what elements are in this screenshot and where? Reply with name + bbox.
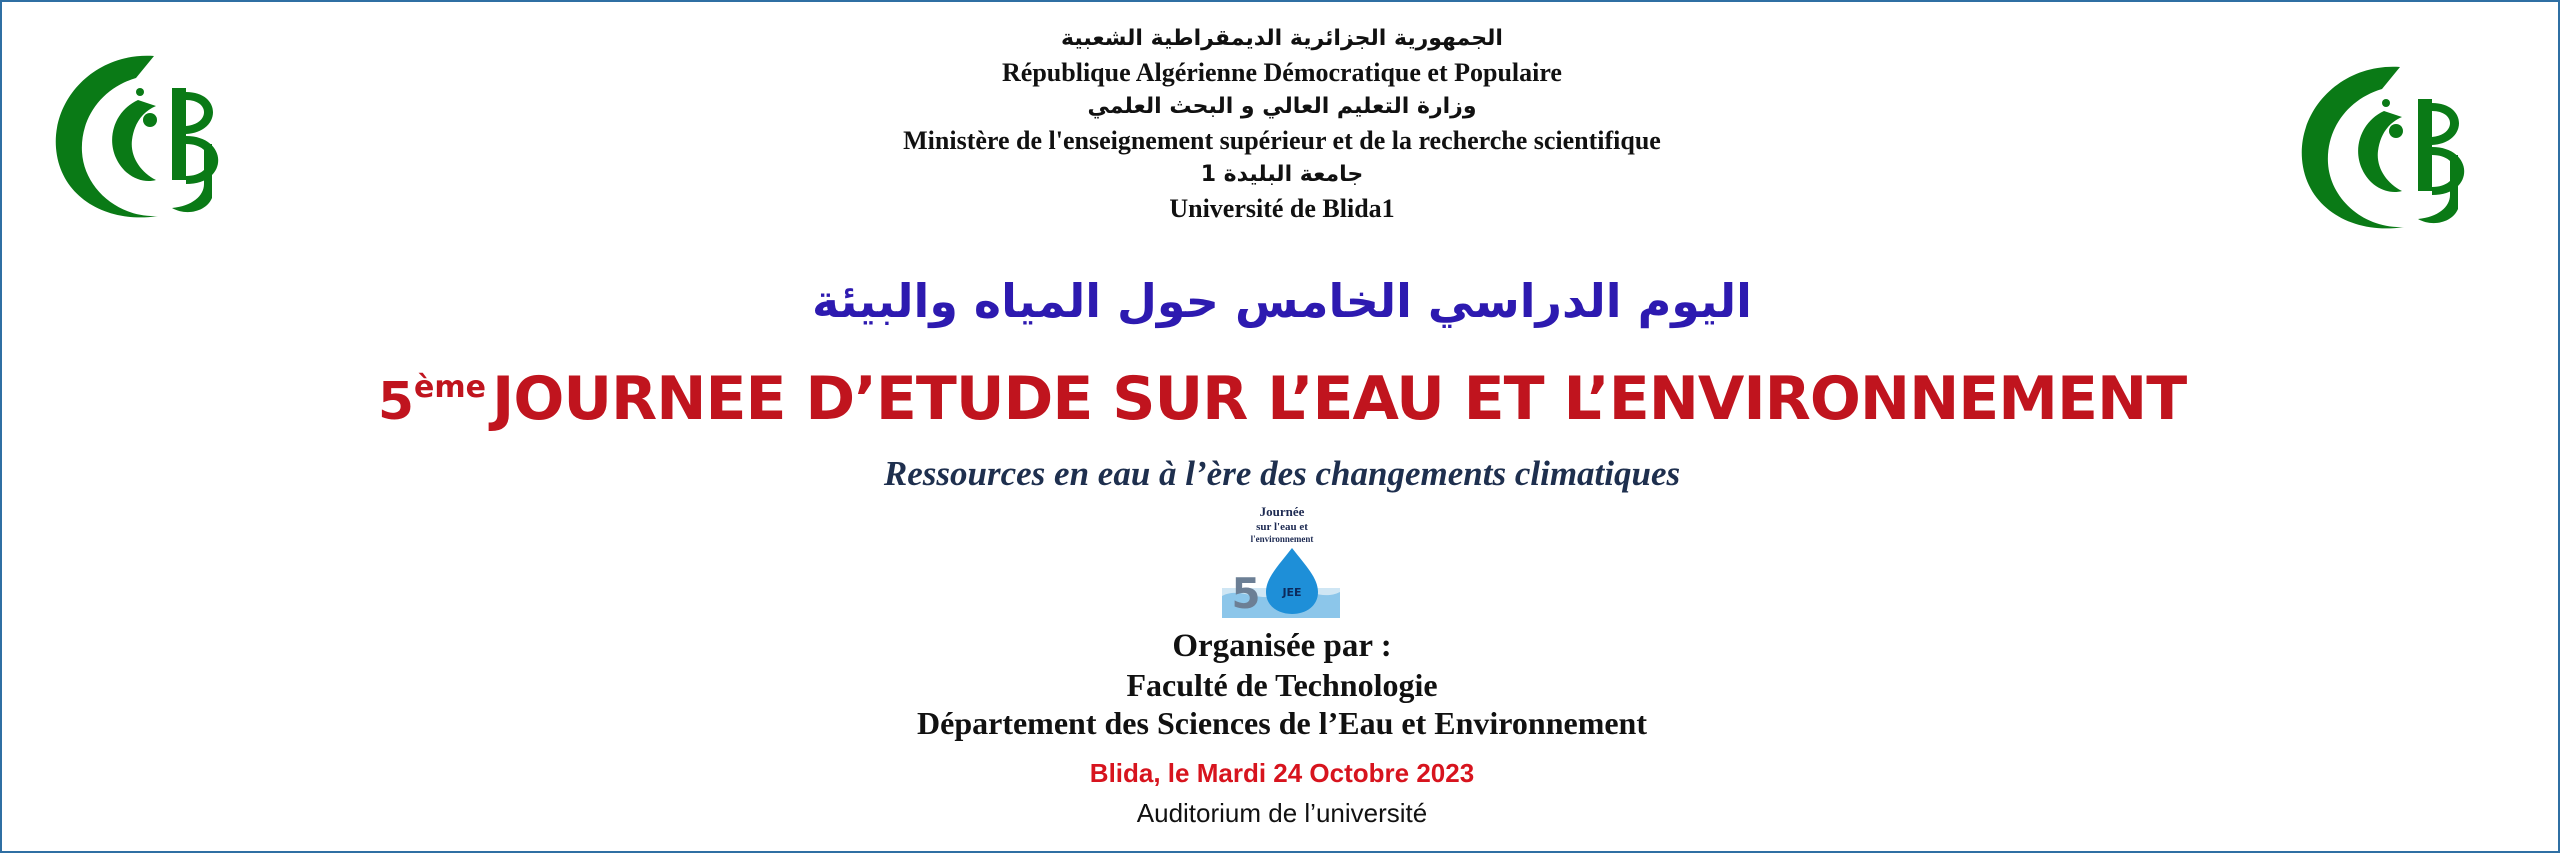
event-subtitle: Ressources en eau à l’ère des changements climatiques <box>883 454 1681 493</box>
ministry-french: Ministère de l'enseignement supérieur et de la recherche scientifique <box>903 126 1661 155</box>
university-logo-emblem-icon <box>56 56 219 218</box>
ministry-arabic: وزارة التعليم العالي و البحث العلمي <box>1087 94 1477 119</box>
event-logo-line2: sur l'eau et <box>1256 521 1308 533</box>
faculty-name: Faculté de Technologie <box>1126 667 1438 703</box>
event-date: Blida, le Mardi 24 Octobre 2023 <box>1089 758 1475 788</box>
event-title-text: JOURNEE D’ETUDE SUR L’EAU ET L’ENVIRONNEMENT <box>492 364 2187 434</box>
event-venue: Auditorium de l’université <box>1136 798 1428 828</box>
university-arabic: جامعة البليدة 1 <box>1200 162 1364 187</box>
republic-french: République Algérienne Démocratique et Populaire <box>1002 58 1562 87</box>
event-edition-suffix: ème <box>414 370 486 405</box>
university-logo-right <box>2292 54 2482 244</box>
event-logo-line1: Journée <box>1259 504 1305 519</box>
organizers <box>2 626 2560 742</box>
arabic-event-title: اليوم الدراسي الخامس حول المياه والبيئة <box>812 274 1752 328</box>
republic-arabic: الجمهورية الجزائرية الديمقراطية الشعبية <box>1061 26 1503 51</box>
event-logo-badge: JEE <box>1282 586 1302 599</box>
university-french: Université de Blida1 <box>1169 194 1395 223</box>
event-logo-number: 5 <box>1231 569 1261 618</box>
event-title <box>2 364 2560 434</box>
event-edition-number: 5 <box>377 372 415 432</box>
event-logo-line3: l'environnement <box>1250 534 1314 544</box>
institution-header <box>642 22 1922 226</box>
university-logo-left <box>46 48 236 228</box>
university-logo-emblem-icon <box>2302 67 2465 229</box>
organizers-label: Organisée par : <box>1172 628 1392 664</box>
department-name: Département des Sciences de l’Eau et Environnement <box>917 705 1647 741</box>
water-drop-icon <box>1266 548 1318 614</box>
event-logo <box>1220 500 1344 624</box>
